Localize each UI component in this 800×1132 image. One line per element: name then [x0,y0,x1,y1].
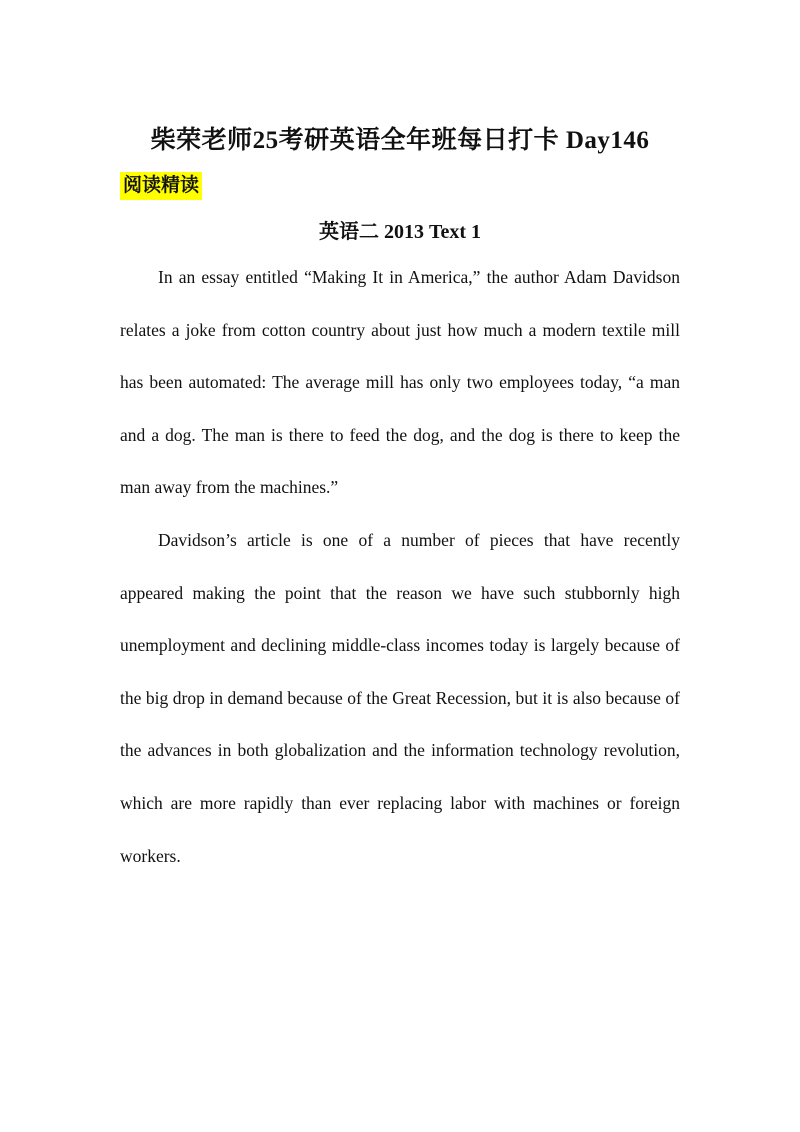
paragraph: Davidson’s article is one of a number of pieces that have recently appeared making the point that the reason we have such stubbornly high unemployment and declining middle-class incomes today is largely because of the big drop in demand because of the Great Recession, but it is also because of the advances in both globalization and the information technology revolution, which are more rapidly than ever replacing labor with machines or foreign workers. [120,529,680,866]
passage-body [120,251,680,882]
passage-subtitle: 英语二 2013 Text 1 [318,221,482,243]
section-tag-highlighted: 阅读精读 [120,172,202,200]
page-title: 柴荣老师25考研英语全年班每日打卡 Day146 [150,127,650,154]
paragraph: In an essay entitled “Making It in America,” the author Adam Davidson relates a joke from cotton country about just how much a modern textile mill has been automated: The average mill has only two employees today, “a man and a dog. The man is there to feed the dog, and the dog is there to keep the man away from the machines.” [120,267,680,498]
